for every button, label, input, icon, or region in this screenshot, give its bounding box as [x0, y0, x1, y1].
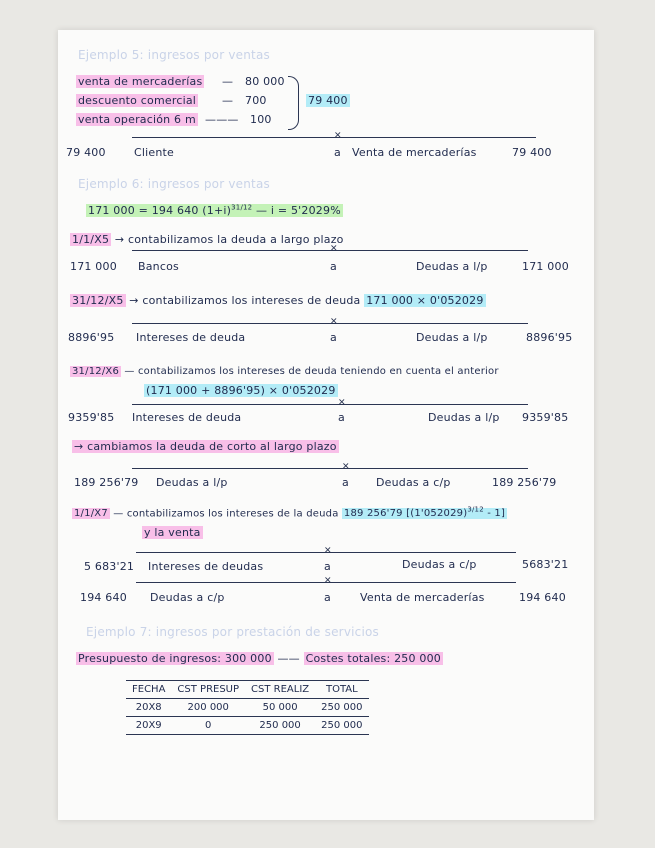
ex6-entry5b-left-amount: 194 640	[80, 591, 127, 604]
ex5-item-2	[76, 94, 198, 107]
ex6-entry4-line	[132, 468, 528, 469]
ex6-entry2-right-amount: 8896'95	[526, 331, 573, 344]
ex5-item-3-arrow: ———	[205, 113, 239, 126]
ex6-entry5b-a: a	[324, 591, 331, 604]
ex6-step5-calc: 189 256'79 [(1'052029)	[343, 508, 468, 520]
ex6-entry4-debit: Deudas a l/p	[156, 476, 228, 489]
ex5-item-2-label: descuento comercial	[78, 94, 197, 107]
ex7-cell: 20X8	[126, 699, 171, 717]
ex5-item-3-label: venta operación 6 m	[78, 113, 196, 126]
ex5-entry-credit: Venta de mercaderías	[352, 146, 477, 159]
ex6-entry1-credit: Deudas a l/p	[416, 260, 488, 273]
ex5-item-3	[76, 113, 198, 126]
ex6-entry3-left-amount: 9359'85	[68, 411, 115, 424]
ex6-step3-date: 31/12/X6	[72, 366, 120, 377]
ex7-col-cst-presup: CST PRESUP	[171, 681, 245, 699]
ex6-entry3-x: ✕	[338, 398, 346, 408]
ex6-entry4-left-amount: 189 256'79	[74, 476, 139, 489]
ex6-step3: 31/12/X6 — contabilizamos los intereses de deuda teniendo en cuenta el anterior	[72, 366, 499, 377]
ex6-entry4-credit: Deudas a c/p	[376, 476, 451, 489]
ex6-formula: 171 000 = 194 640 $(1+i)^{31/12}$ — i = 5'2029%	[88, 203, 341, 217]
ex7-budget-label: Presupuesto de ingresos: 300 000	[78, 652, 272, 665]
ex6-entry5a-x: ✕	[324, 546, 332, 556]
ex6-entry5a-right-amount: 5683'21	[522, 558, 569, 571]
ex6-step5-line2	[142, 526, 203, 539]
ex5-item-1-label: venta de mercaderías	[78, 75, 203, 88]
ex7-col-total: TOTAL	[315, 681, 368, 699]
ex5-entry-debit: Cliente	[134, 146, 175, 159]
ex6-entry5b-right-amount: 194 640	[519, 591, 566, 604]
ex6-step5-calc-tail: - 1]	[487, 508, 506, 520]
ex5-item-2-arrow: —	[222, 94, 234, 107]
ex6-entry3-right-amount: 9359'85	[522, 411, 569, 424]
ex7-cell: 250 000	[315, 699, 368, 717]
ex6-entry1-a: a	[330, 260, 337, 273]
ex6-step5-calc-exp: 3/12	[467, 506, 484, 514]
ex6-formula-exp: 31/12	[231, 203, 253, 211]
ex5-entry-right-amount: 79 400	[512, 146, 552, 159]
ex6-entry5a-left-amount: 5 683'21	[84, 560, 135, 573]
ex7-col-fecha: FECHA	[126, 681, 171, 699]
ex7-cell: 200 000	[171, 699, 245, 717]
ex7-cell: 250 000	[245, 717, 315, 735]
ex6-entry5b-x: ✕	[324, 576, 332, 586]
table-row	[126, 699, 369, 717]
ex6-step4-text: → cambiamos la deuda de corto al largo plazo	[74, 440, 337, 453]
ex5-entry-a: a	[334, 146, 341, 159]
ex6-step1: 1/1/X5 → contabilizamos la deuda a largo plazo	[72, 233, 344, 246]
ex6-entry5a-debit: Intereses de deudas	[148, 560, 264, 573]
ex7-cell: 20X9	[126, 717, 171, 735]
ex7-col-cst-realiz: CST REALIZ	[245, 681, 315, 699]
ex6-entry3-line	[132, 404, 528, 405]
ex5-title: Ejemplo 5: ingresos por ventas	[78, 48, 270, 62]
ex6-title: Ejemplo 6: ingresos por ventas	[78, 177, 270, 191]
ex6-entry2-credit: Deudas a l/p	[416, 331, 488, 344]
ex6-formula-text: 171 000 = 194 640 (1+i)	[88, 203, 232, 217]
ex6-entry2-x: ✕	[330, 317, 338, 327]
ex6-step5-text: contabilizamos los intereses de la deuda	[126, 508, 339, 520]
ex6-entry1-right-amount: 171 000	[522, 260, 569, 273]
ex6-step5: 1/1/X7 — contabilizamos los intereses de la deuda 189 256'79 $[(1'052029)^{3/12} - 1]$	[74, 506, 506, 520]
ex6-entry2-left-amount: 8896'95	[68, 331, 115, 344]
ex6-step3-calc-text: (171 000 + 8896'95) × 0'052029	[146, 384, 336, 397]
ex7-table	[126, 680, 369, 735]
ex6-entry2-debit: Intereses de deuda	[136, 331, 246, 344]
ex5-item-1	[76, 75, 204, 88]
ex6-step5-text2: y la venta	[144, 526, 201, 539]
ex5-total	[306, 94, 350, 107]
ex5-entry-x: ✕	[334, 131, 342, 141]
ex6-entry1-left-amount: 171 000	[70, 260, 117, 273]
ex6-entry4-right-amount: 189 256'79	[492, 476, 557, 489]
ex6-entry3-a: a	[338, 411, 345, 424]
ex5-total-value: 79 400	[308, 94, 348, 107]
ex6-rate: i = 5'2029%	[270, 203, 341, 217]
ex6-step1-text: contabilizamos la deuda a largo plazo	[127, 233, 344, 246]
ex7-table-header-row	[126, 681, 369, 699]
ex6-entry2-a: a	[330, 331, 337, 344]
ex7-cell: 50 000	[245, 699, 315, 717]
ex6-entry3-debit: Intereses de deuda	[132, 411, 242, 424]
ex6-step3-calc	[144, 384, 338, 397]
ex6-entry5a-credit: Deudas a c/p	[402, 558, 477, 571]
ex5-item-1-arrow: —	[222, 75, 234, 88]
ex6-step5-date: 1/1/X7	[74, 508, 108, 520]
ex6-step3-text: contabilizamos los intereses de deuda teniendo en cuenta el anterior	[137, 366, 499, 377]
ex6-entry3-credit: Deudas a l/p	[428, 411, 500, 424]
ex6-step1-date: 1/1/X5	[72, 233, 110, 246]
ex5-item-2-value: 700	[245, 94, 267, 107]
ex6-step4	[72, 440, 339, 453]
ex6-entry5a-a: a	[324, 560, 331, 573]
ex6-entry1-x: ✕	[330, 244, 338, 254]
table-row	[126, 717, 369, 735]
ex5-item-1-value: 80 000	[245, 75, 285, 88]
ex5-entry-left-amount: 79 400	[66, 146, 106, 159]
ex7-cost-label: Costes totales: 250 000	[305, 652, 441, 665]
ex7-cell: 250 000	[315, 717, 368, 735]
ex6-entry4-a: a	[342, 476, 349, 489]
ex6-step2-calc: 171 000 × 0'052029	[366, 294, 484, 307]
ex6-entry5b-debit: Deudas a c/p	[150, 591, 225, 604]
ex5-brace	[288, 76, 299, 130]
ex7-budget: Presupuesto de ingresos: 300 000 —— Costes totales: 250 000	[78, 652, 441, 665]
ex5-item-3-value: 100	[250, 113, 272, 126]
ex7-cell: 0	[171, 717, 245, 735]
ex6-step2: 31/12/X5 → contabilizamos los intereses de deuda 171 000 × 0'052029	[72, 294, 484, 307]
ex6-entry4-x: ✕	[342, 462, 350, 472]
ex6-entry1-debit: Bancos	[138, 260, 179, 273]
ex7-title: Ejemplo 7: ingresos por prestación de servicios	[86, 625, 379, 639]
ex6-step2-text: contabilizamos los intereses de deuda	[142, 294, 361, 307]
ex6-step2-date: 31/12/X5	[72, 294, 124, 307]
ex6-entry5b-credit: Venta de mercaderías	[360, 591, 485, 604]
